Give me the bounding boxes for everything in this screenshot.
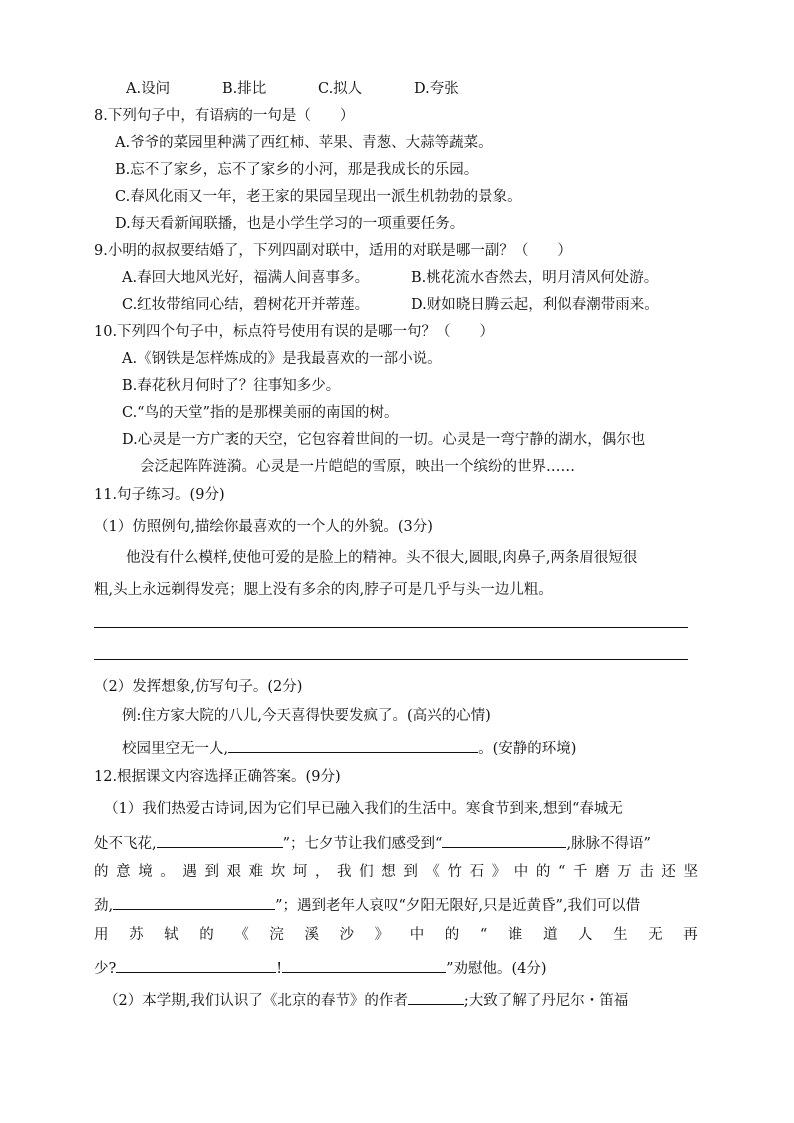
char: 石 (469, 864, 485, 880)
char: “ (479, 927, 488, 943)
char: 坎 (270, 864, 286, 880)
char: 难 (248, 864, 264, 880)
char: 浣 (269, 927, 284, 943)
q10-option-d[interactable]: D.心灵是一方广袤的天空，它包容着世间的一切。心灵是一弯宁静的湖水，偶尔也 (122, 432, 646, 448)
q8-option-d[interactable]: D.每天看新闻联播，也是小学生学习的一项重要任务。 (115, 216, 465, 232)
q10-option-b[interactable]: B.春花秋月何时了？往事知多少。 (122, 378, 341, 394)
q9-option-a[interactable]: A.春回大地风光好，福满人间喜事多。 (122, 270, 370, 286)
char: 还 (661, 864, 676, 880)
char: ， (314, 864, 330, 880)
q11-part1-title: （1）仿照例句,描绘你最喜欢的一个人的外貌。(3分) (94, 519, 433, 535)
char: 坚 (683, 864, 698, 880)
q8-option-a[interactable]: A.爷爷的菜园里种满了西红柿、苹果、青葱、大蒜等蔬菜。 (115, 135, 493, 151)
q11-part2-suffix: 。(安静的环境) (478, 741, 577, 757)
char: 想 (381, 864, 396, 880)
char: 们 (359, 864, 374, 880)
char: 到 (403, 864, 418, 880)
q10-option-d-cont: 会泛起阵阵涟漪。心灵是一片皑皑的雪原，映出一个缤纷的世界…… (140, 459, 575, 475)
char: 中 (513, 864, 529, 880)
char: 谁 (507, 927, 523, 943)
q10-option-a[interactable]: A.《钢铁是怎样炼成的》是我最喜欢的一部小说。 (122, 351, 442, 367)
answer-line-2[interactable] (94, 659, 688, 660)
q12-part1-line4: 劲, ”；遇到老年人哀叹“夕阳无限好,只是近黄昏”,我们可以借 (94, 893, 640, 916)
char: 我 (337, 864, 352, 880)
q12-part1-line5 (94, 925, 698, 945)
char: 》 (374, 927, 390, 943)
char: 击 (639, 864, 654, 880)
blank-huanxisha-line1[interactable] (116, 956, 276, 973)
char: 溪 (304, 927, 319, 943)
q12-part1-line3 (94, 862, 698, 882)
char: 千 (572, 864, 588, 880)
char: 》 (491, 864, 507, 880)
char: 道 (542, 927, 558, 943)
char: 无 (648, 927, 663, 943)
char: 人 (578, 927, 593, 943)
q7-option-b[interactable]: B.排比 (222, 81, 267, 97)
char: 境 (138, 864, 153, 880)
q12-part2: （2）本学期,我们认识了《北京的春节》的作者 ;大致了解了丹尼尔・笛福 (104, 988, 628, 1011)
q9-option-b[interactable]: B.桃花流水杳然去，明月清风何处游。 (411, 270, 659, 286)
q7-option-d[interactable]: D.夸张 (414, 81, 459, 97)
q9-option-d[interactable]: D.财如晓日腾云起，利似春潮带雨来。 (411, 297, 659, 313)
q7-option-c[interactable]: C.拟人 (318, 81, 363, 97)
q11-part2-question (122, 736, 576, 759)
q11-example-line2: 粗,头上永远剃得发亮；腮上没有多余的肉,脖子可是几乎与头一边儿粗。 (94, 582, 553, 598)
blank-environment[interactable] (228, 736, 478, 753)
char: 《 (425, 864, 440, 880)
blank-zhushi-poem[interactable] (113, 893, 275, 910)
char: 意 (116, 864, 131, 880)
char: 沙 (339, 927, 355, 943)
q12-stem: 12.根据课文内容选择正确答案。(9分) (94, 769, 341, 785)
q9-stem: 9.小明的叔叔要结婚了，下列四副对联中，适用的对联是哪一副？（ ） (94, 243, 572, 259)
q9-option-c[interactable]: C.红妆带绾同心结，碧树花开并蒂莲。 (122, 297, 370, 313)
char: 用 (94, 927, 109, 943)
char: 中 (409, 927, 425, 943)
char: 苏 (129, 927, 144, 943)
q10-stem: 10.下列四个句子中，标点符号使用有误的是哪一句？（ ） (94, 324, 495, 340)
char: 到 (204, 864, 219, 880)
char: 《 (234, 927, 249, 943)
char: 再 (683, 927, 698, 943)
char: 磨 (595, 864, 610, 880)
char: 艰 (226, 864, 242, 880)
char: 坷 (292, 864, 308, 880)
q7-option-a[interactable]: A.设问 (126, 81, 171, 97)
q11-part2-title: （2）发挥想象,仿写句子。(2分) (94, 679, 303, 695)
blank-author[interactable] (408, 988, 464, 1005)
blank-huanxisha-line2[interactable] (282, 956, 446, 973)
q10-option-c[interactable]: C.“鸟的天堂”指的是那棵美丽的南国的树。 (122, 405, 399, 421)
q8-option-b[interactable]: B.忘不了家乡，忘不了家乡的小河，那是我成长的乐园。 (115, 162, 479, 178)
char: 。 (160, 864, 175, 880)
answer-line-1[interactable] (94, 627, 688, 628)
q11-stem: 11.句子练习。(9分) (94, 487, 225, 503)
blank-qixi-poem[interactable] (442, 831, 566, 848)
char: 万 (617, 864, 632, 880)
char: 的 (444, 927, 460, 943)
char: “ (557, 864, 566, 880)
q8-stem: 8.下列句子中，有语病的一句是（ ） (94, 108, 355, 124)
char: 遇 (182, 864, 197, 880)
char: 的 (199, 927, 214, 943)
char: 轼 (164, 927, 179, 943)
char: 的 (94, 864, 109, 880)
q12-part1-line1: （1）我们热爱古诗词,因为它们早已融入我们的生活中。寒食节到来,想到“春城无 (104, 801, 623, 817)
q8-option-c[interactable]: C.春风化雨又一年，老王家的果园呈现出一派生机勃勃的景象。 (115, 189, 522, 205)
blank-hanshi-poem[interactable] (157, 831, 283, 848)
q12-part1-line6: 少? ! ”劝慰他。(4分) (94, 956, 547, 979)
q11-part2-prefix: 校园里空无一人, (122, 741, 229, 757)
q11-part2-example: 例:住方家大院的八儿,今天喜得快要发疯了。(高兴的心情) (122, 708, 491, 724)
q11-example-line1: 他没有什么模样,使他可爱的是脸上的精神。头不很大,圆眼,肉鼻子,两条眉很短很 (126, 550, 638, 566)
char: 竹 (447, 864, 462, 880)
char: 生 (613, 927, 628, 943)
char: 的 (535, 864, 551, 880)
q7-options (126, 79, 459, 99)
q12-part1-line2: 处不飞花, ”；七夕节让我们感受到“ ,脉脉不得语” (94, 831, 651, 854)
